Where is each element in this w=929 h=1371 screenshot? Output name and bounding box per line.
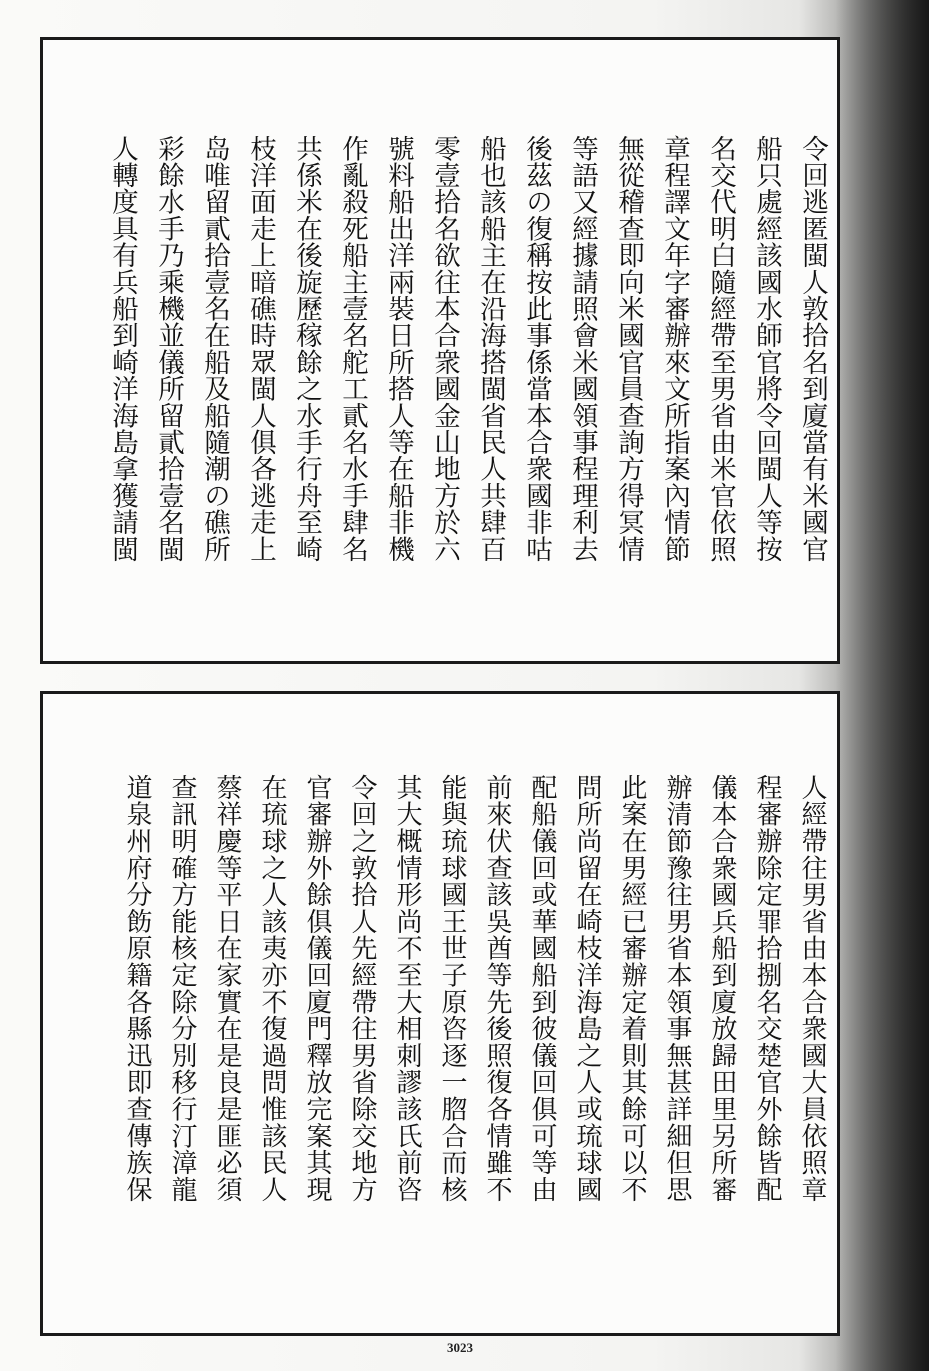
lower-column-14: 蔡祥慶等平日在家實在是良是匪必須 [212,774,242,1203]
lower-column-12: 官審辦外餘俱儀回廈門釋放完案其現 [302,774,332,1203]
lower-column-10: 其大概情形尚不至大相刺謬該氏前咨 [392,774,422,1203]
lower-column-5: 此案在男經已審辦定着則其餘可以不 [617,774,647,1203]
upper-column-9: 零壹拾名欲往本合衆國金山地方於六 [429,135,460,563]
lower-column-8: 前來伏查該吳酋等先後照復各情雖不 [482,774,512,1203]
upper-column-13: 枝洋面走上暗礁時眾閩人俱各逃走上 [245,135,276,563]
lower-column-3: 儀本合衆國兵船到廈放歸田里另所審 [707,774,737,1203]
lower-column-2: 程審辦除定罪拾捌名交楚官外餘皆配 [752,774,782,1203]
upper-column-2: 船只處經該國水師官將令回閩人等按 [751,135,782,563]
lower-column-15: 查訊明確方能核定除分別移行汀漳龍 [167,774,197,1203]
lower-column-9: 能與琉球國王世子原咨逐一脗合而核 [437,774,467,1203]
lower-manuscript-panel [40,691,840,1336]
upper-manuscript-panel [40,37,840,664]
upper-column-3: 名交代明白隨經帶至男省由米官依照 [705,135,736,563]
lower-column-16: 道泉州府分飭原籍各縣迅即查傳族保 [122,774,152,1203]
upper-column-8: 船也該船主在沿海搭閩省民人共肆百 [475,135,506,563]
lower-column-7: 配船儀回或華國船到彼儀回俱可等由 [527,774,557,1203]
upper-column-11: 作亂殺死船主壹名舵工貳名水手肆名 [337,135,368,563]
lower-column-6: 問所尚留在崎枝洋海島之人或琉球國 [572,774,602,1203]
upper-column-4: 章程譯文年字審辦來文所指案內情節 [659,135,690,563]
lower-column-11: 令回之敦拾人先經帶往男省除交地方 [347,774,377,1203]
upper-column-7: 後茲の復稱按此事係當本合衆國非咕 [521,135,552,563]
upper-column-12: 共係米在後旋歷稼餘之水手行舟至崎 [291,135,322,563]
page-number: 3023 [447,1340,473,1355]
upper-column-16: 人轉度具有兵船到崎洋海島拿獲請閩 [107,135,138,563]
lower-column-4: 辦清節豫往男省本領事無甚詳細但思 [662,774,692,1203]
upper-column-6: 等語又經據請照會米國領事程理利去 [567,135,598,563]
book-spine-shadow [835,0,929,1371]
upper-column-10: 號料船出洋兩裝日所搭人等在船非機 [383,135,414,563]
lower-column-1: 人經帶往男省由本合衆國大員依照章 [797,774,827,1203]
upper-column-5: 無從稽查即向米國官員查詢方得冥情 [613,135,644,563]
upper-column-15: 彩餘水手乃乘機並儀所留貳拾壹名閩 [153,135,184,563]
lower-column-13: 在琉球之人該夷亦不復過問惟該民人 [257,774,287,1203]
upper-column-14: 岛唯留貳拾壹名在船及船隨潮の礁所 [199,135,230,563]
upper-column-1: 令回逃匿閩人敦拾名到廈當有米國官 [797,135,828,563]
